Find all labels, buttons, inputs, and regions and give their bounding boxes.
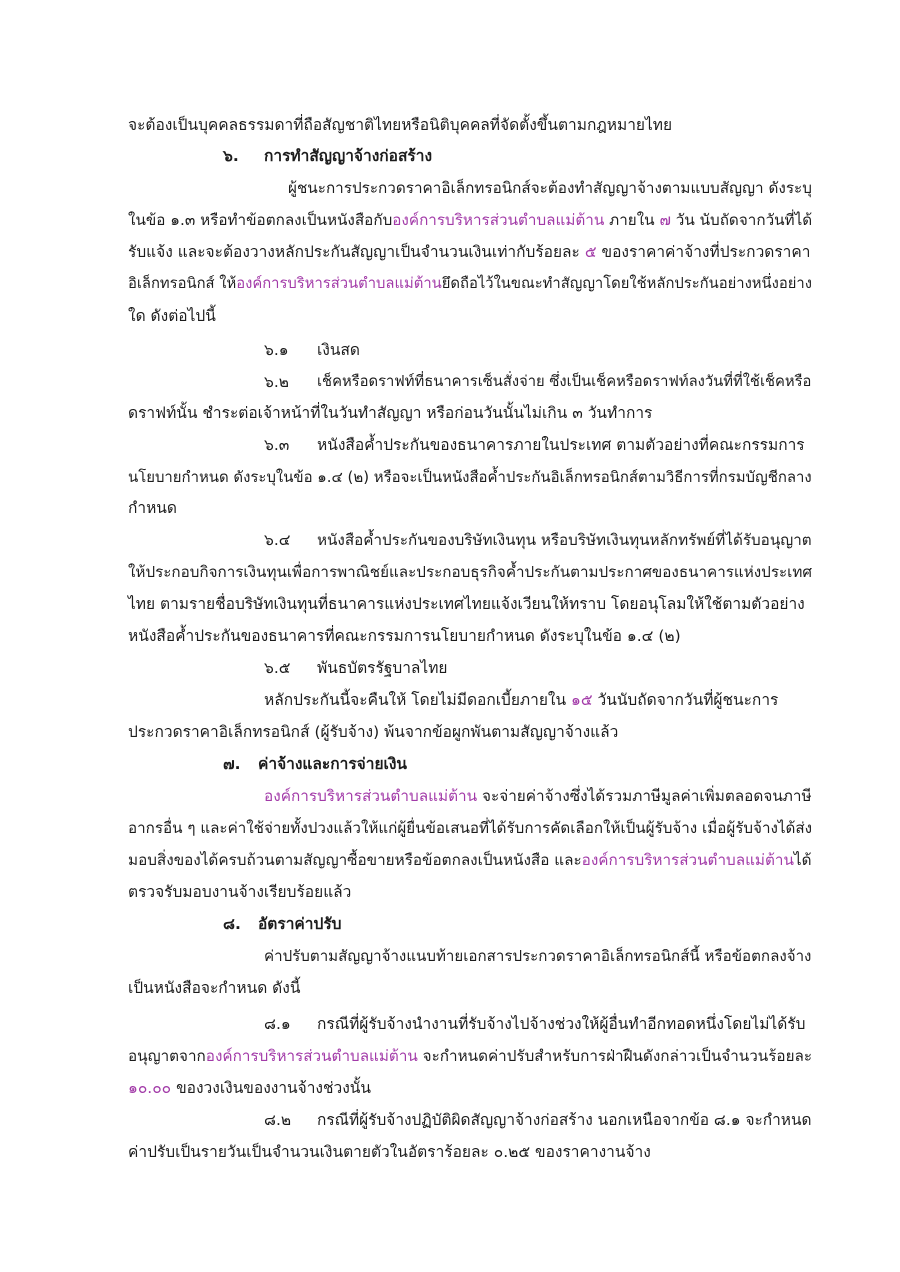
number: ๖.๒	[264, 373, 289, 391]
text: หนังสือค้ำประกันของธนาคารที่คณะกรรมการนโยบายกำหนด ดังระบุในข้อ ๑.๔ (๒)	[128, 627, 681, 645]
organization-name: องค์การบริหารส่วนตำบลแม่ต้าน	[264, 787, 478, 805]
text-line	[128, 1046, 812, 1066]
text: ในข้อ ๑.๓ หรือทำข้อตกลงเป็นหนังสือกับ	[128, 211, 393, 229]
heading-text: อัตราค่าปรับ	[258, 915, 342, 933]
text-line	[264, 690, 778, 710]
number: ๖.๕	[264, 659, 291, 677]
text-line	[128, 1142, 651, 1162]
text-line	[128, 274, 812, 294]
text-line	[317, 372, 811, 392]
text: อากรอื่น ๆ และค่าใช้จ่ายทั้งปวงแล้วให้แก่ผู้ยื่นข้อเสนอที่ได้รับการคัดเลือกให้เป็นผู้รับจ้าง เมื่อผู้รับจ้างได้ส่ง	[128, 819, 813, 837]
section-heading	[258, 914, 341, 934]
text-line	[128, 626, 681, 646]
highlighted-number: ๗	[659, 211, 671, 229]
text-line	[128, 467, 812, 487]
text-line	[128, 403, 652, 423]
text-line	[128, 498, 177, 518]
text: วัน นับถัดจากวันที่ได้	[670, 211, 813, 229]
text: เช็คหรือดราฟท์ที่ธนาคารเซ็นสั่งจ่าย ซึ่งเป็นเช็คหรือดราฟท์ลงวันที่ที่ใช้เช็คหรือ	[317, 373, 812, 390]
text-line	[128, 850, 812, 870]
text: ประกวดราคาอิเล็กทรอนิกส์ (ผู้รับจ้าง) พ้นจากข้อผูกพันตามสัญญาจ้างแล้ว	[128, 723, 619, 741]
text: ค่าปรับตามสัญญาจ้างแนบท้ายเอกสารประกวดราคาอิเล็กทรอนิกส์นี้ หรือข้อตกลงจ้าง	[264, 947, 812, 965]
number: ๗.	[223, 755, 241, 773]
text: เป็นหนังสือจะกำหนด ดังนี้	[128, 979, 301, 997]
text: ภายใน	[604, 211, 660, 229]
text: จะจ่ายค่าจ้างซึ่งได้รวมภาษีมูลค่าเพิ่มตลอดจนภาษี	[477, 787, 812, 805]
text-line	[317, 1014, 805, 1034]
text-line	[317, 1110, 812, 1130]
text: หนังสือค้ำประกันของธนาคารภายในประเทศ ตามตัวอย่างที่คณะกรรมการ	[317, 436, 805, 454]
text: หลักประกันนี้จะคืนให้ โดยไม่มีดอกเบี้ยภายใน	[264, 691, 572, 709]
section-heading	[258, 754, 407, 774]
text: กรณีที่ผู้รับจ้างปฏิบัติผิดสัญญาจ้างก่อสร้าง นอกเหนือจากข้อ ๘.๑ จะกำหนด	[317, 1111, 812, 1129]
text-line	[128, 562, 812, 582]
item-number	[264, 658, 291, 678]
item-number	[264, 1014, 291, 1034]
heading-text: การทำสัญญาจ้างก่อสร้าง	[264, 147, 433, 165]
section-heading	[264, 146, 432, 166]
text-line	[128, 882, 351, 902]
number: ๖.๑	[264, 341, 289, 359]
item-number	[264, 435, 289, 455]
number: ๖.	[223, 147, 239, 165]
number: ๘.๒	[264, 1111, 292, 1129]
text: อนุญาตจาก	[128, 1047, 206, 1065]
text-line	[264, 946, 811, 966]
text-line	[128, 722, 618, 742]
text: หนังสือค้ำประกันของบริษัทเงินทุน หรือบริษัทเงินทุนหลักทรัพย์ที่ได้รับอนุญาต	[317, 531, 812, 549]
text: อิเล็กทรอนิกส์ ให้	[128, 275, 237, 292]
text: ไทย ตามรายชื่อบริษัทเงินทุนที่ธนาคารแห่งประเทศไทยแจ้งเวียนให้ทราบ โดยอนุโลมให้ใช้ตามตัวอย่าง	[128, 595, 805, 613]
text-line	[128, 306, 216, 326]
number: ๖.๓	[264, 436, 290, 454]
text-line	[128, 1078, 371, 1098]
text: ผู้ชนะการประกวดราคาอิเล็กทรอนิกส์จะต้องทำสัญญาจ้างตามแบบสัญญา ดังระบุ	[288, 179, 812, 197]
text: กรณีที่ผู้รับจ้างนำงานที่รับจ้างไปจ้างช่วงให้ผู้อื่นทำอีกทอดหนึ่งโดยไม่ได้รับ	[317, 1015, 806, 1033]
text-line	[317, 340, 360, 360]
organization-name: องค์การบริหารส่วนตำบลแม่ต้าน	[205, 1047, 418, 1065]
text-line	[317, 435, 805, 455]
highlighted-number: ๕	[584, 243, 597, 261]
text: กำหนด	[128, 499, 177, 517]
text: ใด ดังต่อไปนี้	[128, 307, 216, 325]
section-number	[223, 146, 239, 166]
text: ยึดถือไว้ในขณะทำสัญญาโดยใช้หลักประกันอย่างหนึ่งอย่าง	[441, 275, 812, 292]
organization-name: องค์การบริหารส่วนตำบลแม่ต้าน	[581, 851, 794, 869]
text: วันนับถัดจากวันที่ผู้ชนะการ	[592, 691, 779, 709]
text: นโยบายกำหนด ดังระบุในข้อ ๑.๔ (๒) หรือจะเป็นหนังสือค้ำประกันอิเล็กทรอนิกส์ตามวิธีการที่กรมบัญชีกลาง	[128, 468, 812, 486]
text: ของราคาค่าจ้างที่ประกวดราคา	[596, 243, 811, 261]
highlighted-number: ๑๕	[571, 691, 593, 709]
item-number	[264, 340, 289, 360]
item-number	[264, 372, 289, 392]
text: ค่าปรับเป็นรายวันเป็นจำนวนเงินตายตัวในอัตราร้อยละ ๐.๒๕ ของราคางานจ้าง	[128, 1143, 651, 1161]
text-line	[128, 594, 805, 614]
text: พันธบัตรรัฐบาลไทย	[317, 659, 448, 677]
text: ได้	[793, 851, 812, 869]
text-line	[317, 658, 448, 678]
section-number	[223, 754, 241, 774]
number: ๘.๑	[264, 1015, 291, 1033]
text: รับแจ้ง และจะต้องวางหลักประกันสัญญาเป็นจำนวนเงินเท่ากับร้อยละ	[128, 243, 585, 261]
text-line	[288, 178, 812, 198]
text-line	[128, 818, 812, 838]
text-line	[264, 786, 812, 806]
number: ๖.๔	[264, 531, 291, 549]
text: จะกำหนดค่าปรับสำหรับการฝ่าฝืนดังกล่าวเป็นจำนวนร้อยละ	[417, 1047, 813, 1065]
heading-text: ค่าจ้างและการจ่ายเงิน	[258, 755, 407, 773]
organization-name: องค์การบริหารส่วนตำบลแม่ต้าน	[392, 211, 605, 229]
organization-name: องค์การบริหารส่วนตำบลแม่ต้าน	[236, 275, 442, 292]
item-number	[264, 1110, 291, 1130]
text-line	[128, 115, 672, 135]
text-line	[128, 978, 300, 998]
text: เงินสด	[317, 341, 360, 359]
text-line	[128, 210, 812, 230]
number: ๘.	[223, 915, 241, 933]
text: ตรวจรับมอบงานจ้างเรียบร้อยแล้ว	[128, 883, 352, 901]
text: ดราฟท์นั้น ชำระต่อเจ้าหน้าที่ในวันทำสัญญา หรือก่อนวันนั้นไม่เกิน ๓ วันทำการ	[128, 404, 653, 422]
text-line	[128, 242, 810, 262]
text-line	[317, 530, 812, 550]
text: มอบสิ่งของได้ครบถ้วนตามสัญญาซื้อขายหรือข้อตกลงเป็นหนังสือ และ	[128, 851, 582, 869]
text: จะต้องเป็นบุคคลธรรมดาที่ถือสัญชาติไทยหรือนิติบุคคลที่จัดตั้งขึ้นตามกฎหมายไทย	[128, 116, 673, 134]
item-number	[264, 530, 291, 550]
text: ให้ประกอบกิจการเงินทุนเพื่อการพาณิชย์และประกอบธุรกิจค้ำประกันตามประกาศของธนาคารแห่งประเทศ	[128, 563, 813, 581]
highlighted-number: ๑๐.๐๐	[128, 1079, 172, 1097]
text: ของวงเงินของงานจ้างช่วงนั้น	[171, 1079, 371, 1097]
section-number	[223, 914, 241, 934]
